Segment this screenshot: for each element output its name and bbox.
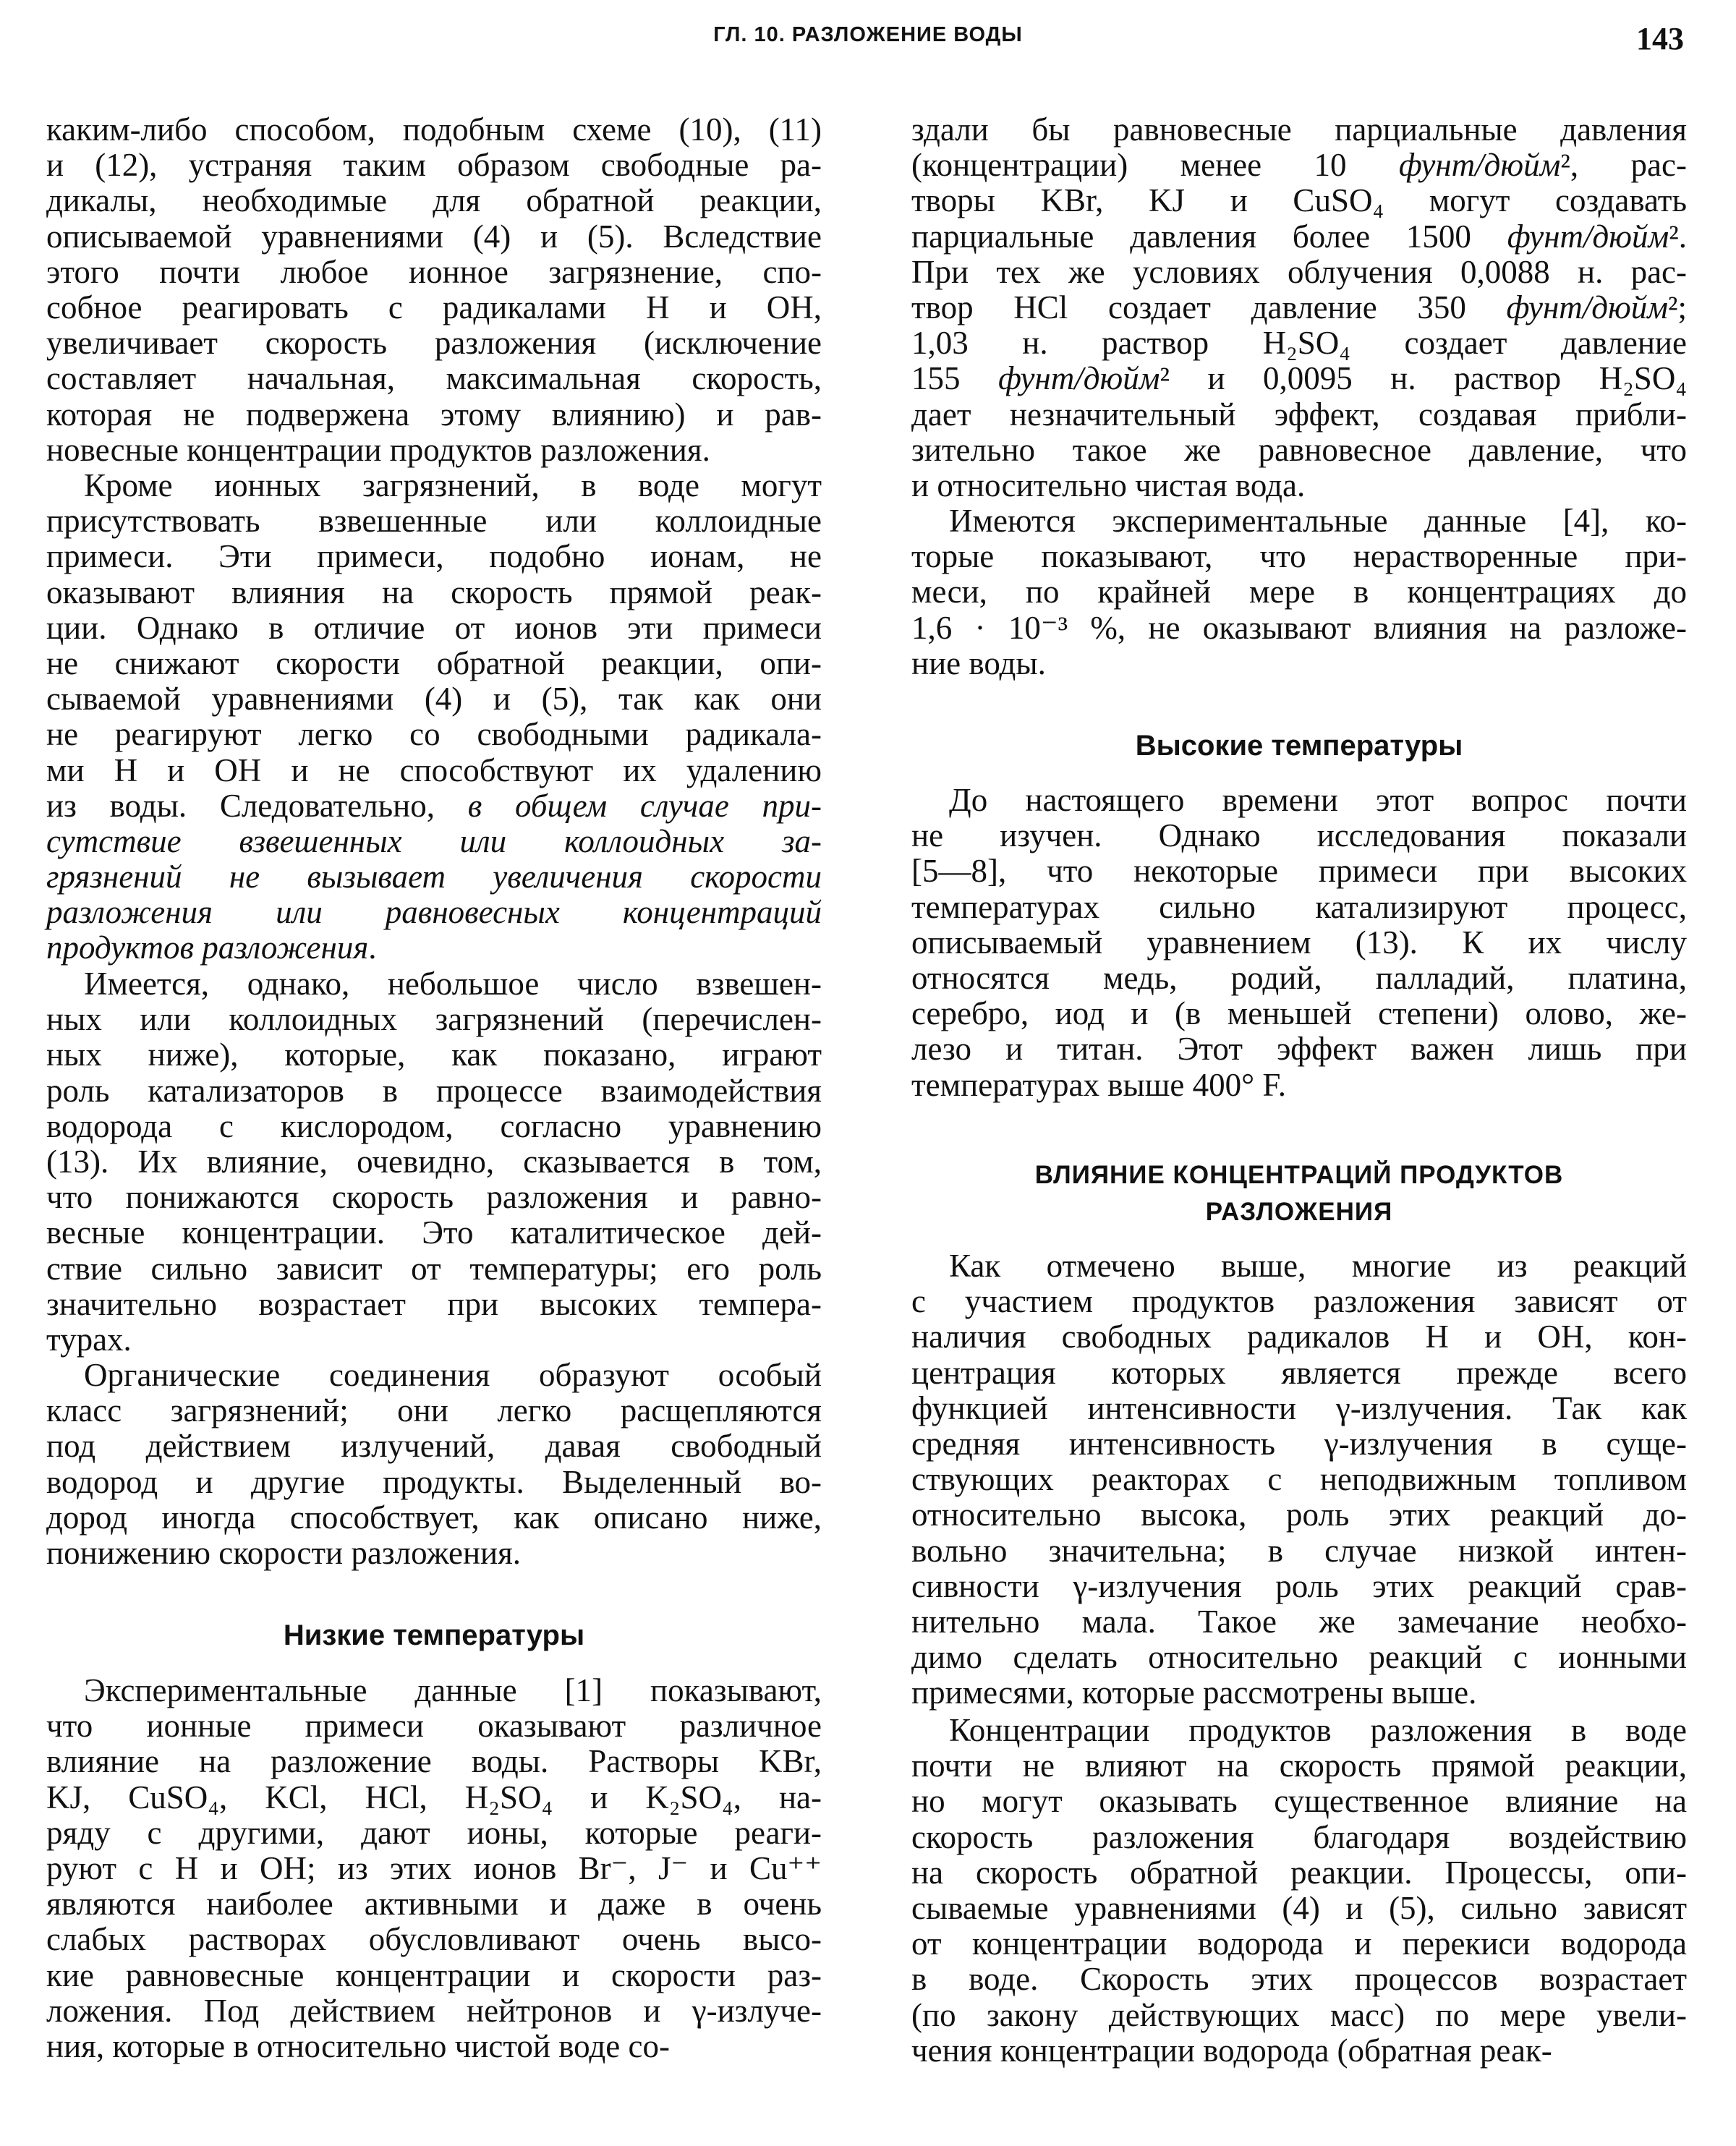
text-segment: ряду с другими, дают ионы, которые реаги- <box>46 1814 822 1851</box>
text-line <box>911 1031 1687 1067</box>
text-line <box>911 1713 1687 1748</box>
text-segment: Органические соединения образуют особый <box>84 1357 822 1393</box>
text-segment: (по закону действующих масс) по мере увели- <box>911 1996 1687 2033</box>
text-line <box>46 1618 822 1653</box>
italic-text: фунт/дюйм <box>1507 218 1669 255</box>
text-segment: относительно высока, роль этих реакций до- <box>911 1496 1687 1533</box>
text-segment: водорода с кислородом, согласно уравнению <box>46 1107 822 1144</box>
text-line <box>46 1465 822 1500</box>
text-segment: ных или коллоидных загрязнений (перечислен- <box>46 1001 822 1038</box>
text-segment: и относительно чистая вода. <box>911 467 1306 503</box>
text-segment: димо сделать относительно реакций с ионными <box>911 1639 1687 1676</box>
paragraph <box>46 1358 822 1571</box>
text-segment: наличия свободных радикалов Н и ОН, кон- <box>911 1319 1687 1355</box>
text-line <box>911 853 1687 889</box>
text-line <box>46 1673 822 1708</box>
text-line <box>911 468 1687 503</box>
text-line <box>911 503 1687 539</box>
paragraph <box>46 112 822 468</box>
text-line <box>911 1675 1687 1711</box>
text-segment: дород иногда способствует, как описано ниже, <box>46 1499 822 1536</box>
text-segment: ВЛИЯНИЕ КОНЦЕНТРАЦИЙ ПРОДУКТОВ <box>1034 1161 1564 1189</box>
paragraph <box>911 503 1687 681</box>
text-segment: Кроме ионных загрязнений, в воде могут <box>84 467 822 503</box>
text-line <box>911 2033 1687 2069</box>
text-line <box>46 1251 822 1287</box>
text-line <box>46 1215 822 1251</box>
text-segment: сываемой уравнениями (4) и (5), так как они <box>46 681 822 718</box>
text-segment: температурах сильно катализируют процесс, <box>911 888 1687 925</box>
text-line <box>911 1855 1687 1891</box>
text-line <box>46 468 822 503</box>
text-segment: скорость разложения благодаря воздействию <box>911 1818 1687 1855</box>
text-line <box>911 1497 1687 1533</box>
text-line <box>46 1144 822 1180</box>
text-segment: Концентрации продуктов разложения в воде <box>949 1712 1687 1748</box>
text-segment: средняя интенсивность γ-излучения в суще- <box>911 1425 1687 1462</box>
text-line <box>46 859 822 895</box>
text-line <box>46 325 822 361</box>
text-line <box>911 961 1687 996</box>
text-segment: 1,6 · 10⁻³ %, не оказывают влияния на разложе- <box>911 609 1687 646</box>
text-line <box>46 646 822 681</box>
text-line <box>46 503 822 539</box>
text-segment: (13). Их влияние, очевидно, сказывается в том, <box>46 1143 822 1180</box>
text-line <box>911 574 1687 610</box>
text-line <box>46 1993 822 2029</box>
text-line <box>46 1073 822 1109</box>
text-segment: в воде. Скорость этих процессов возрастает <box>911 1961 1687 1998</box>
text-line <box>911 325 1687 361</box>
text-segment: новесные концентрации продуктов разложения. <box>46 431 710 468</box>
text-segment: твор HCl создает давление 350 <box>911 289 1507 325</box>
text-line <box>911 925 1687 961</box>
text-segment: не реагируют легко со свободными радикала- <box>46 716 822 753</box>
text-line <box>46 255 822 290</box>
italic-text: фунт/дюйм <box>1506 289 1668 325</box>
text-line <box>911 219 1687 255</box>
text-line <box>46 1536 822 1571</box>
text-line <box>911 1604 1687 1640</box>
text-line <box>911 1784 1687 1819</box>
paragraph <box>911 783 1687 1103</box>
text-segment: ², рас- <box>1560 147 1687 184</box>
text-segment: меси, по крайней мере в концентрациях до <box>911 574 1687 610</box>
text-line <box>46 788 822 824</box>
text-segment: на скорость обратной реакции. Процессы, опи- <box>911 1854 1687 1891</box>
text-segment: дикалы, необходимые для обратной реакции, <box>46 182 822 219</box>
text-segment: примеси. Эти примеси, подобно ионам, не <box>46 538 822 575</box>
text-segment: 1,03 н. раствор H₂SO₄ создает давление <box>911 325 1687 362</box>
text-line <box>46 1744 822 1779</box>
text-line <box>911 112 1687 148</box>
text-line <box>46 1780 822 1815</box>
text-line <box>911 1284 1687 1319</box>
paragraph <box>911 112 1687 503</box>
text-line <box>911 1820 1687 1855</box>
text-segment: Низкие температуры <box>283 1619 585 1651</box>
text-segment: значительно возрастает при высоких темпера- <box>46 1285 822 1322</box>
text-line <box>911 1193 1687 1230</box>
text-line <box>911 1068 1687 1103</box>
text-line <box>46 1322 822 1358</box>
paragraph <box>46 1673 822 2064</box>
text-segment: 155 <box>911 360 998 397</box>
text-segment: класс загрязнений; они легко расщепляются <box>46 1392 822 1429</box>
text-segment: присутствовать взвешенные или коллоидные <box>46 503 822 540</box>
text-segment: Как отмечено выше, многие из реакций <box>949 1248 1687 1284</box>
text-line <box>46 2029 822 2064</box>
text-line <box>911 1533 1687 1569</box>
text-segment: творы KBr, KJ и CuSO₄ могут создавать <box>911 182 1687 219</box>
text-segment: не снижают скорости обратной реакции, опи- <box>46 644 822 681</box>
text-segment: относятся медь, родий, палладий, платина, <box>911 959 1687 996</box>
text-line <box>911 1248 1687 1284</box>
text-line <box>46 183 822 218</box>
text-line <box>46 361 822 396</box>
text-line <box>46 539 822 574</box>
text-line <box>911 1355 1687 1391</box>
text-segment: влияние на разложение воды. Растворы KBr, <box>46 1743 822 1780</box>
text-segment: весные концентрации. Это каталитическое дей- <box>46 1214 822 1251</box>
text-segment: турах. <box>46 1321 132 1358</box>
text-segment: ствие сильно зависит от температуры; его роль <box>46 1250 822 1287</box>
text-segment: До настоящего времени этот вопрос почти <box>949 782 1687 818</box>
text-line <box>46 1815 822 1851</box>
text-segment: Экспериментальные данные [1] показывают, <box>84 1672 822 1708</box>
text-segment: ми Н и ОН и не способствуют их удалению <box>46 751 822 788</box>
text-line <box>911 1462 1687 1497</box>
text-line <box>911 1640 1687 1675</box>
text-line <box>911 1962 1687 1997</box>
text-segment: роль катализаторов в процессе взаимодействия <box>46 1072 822 1109</box>
text-segment: руют с Н и ОН; из этих ионов Br⁻, J⁻ и Cu⁺⁺ <box>46 1849 822 1886</box>
text-segment: парциальные давления более 1500 <box>911 218 1507 255</box>
text-line <box>46 1109 822 1144</box>
paragraph <box>46 966 822 1358</box>
text-line <box>46 610 822 646</box>
text-segment: здали бы равновесные парциальные давления <box>911 111 1687 148</box>
text-line <box>46 824 822 859</box>
text-segment: ². <box>1669 218 1687 255</box>
text-line <box>46 753 822 788</box>
text-segment: описываемой уравнениями (4) и (5). Вследствие <box>46 218 822 255</box>
text-segment: KJ, CuSO₄, KCl, HCl, H₂SO₄ и K₂SO₄, на- <box>46 1779 822 1815</box>
text-line <box>46 717 822 752</box>
text-segment: дает незначительный эффект, создавая прибли- <box>911 396 1687 433</box>
text-line <box>911 290 1687 325</box>
text-segment: ние воды. <box>911 644 1046 681</box>
text-line <box>46 397 822 433</box>
page-number: 143 <box>1636 21 1684 56</box>
text-line <box>46 1287 822 1322</box>
text-segment: зительно такое же равновесное давление, что <box>911 431 1687 468</box>
text-segment: почти не влияют на скорость прямой реакции, <box>911 1747 1687 1784</box>
text-segment: но могут оказывать существенное влияние на <box>911 1783 1687 1820</box>
text-line <box>911 1891 1687 1926</box>
text-line <box>911 890 1687 925</box>
text-segment: чения концентрации водорода (обратная реак- <box>911 2032 1552 2069</box>
text-segment: из воды. Следовательно, <box>46 787 468 824</box>
text-line <box>46 895 822 930</box>
text-segment: торые показывают, что нерастворенные при- <box>911 538 1687 575</box>
text-segment: которая не подвержена этому влиянию) и рав- <box>46 396 822 433</box>
text-line <box>911 646 1687 681</box>
text-segment: Имеется, однако, небольшое число взвешен- <box>84 966 822 1002</box>
text-segment: [5—8], что некоторые примеси при высоких <box>911 853 1687 890</box>
text-line <box>911 1157 1687 1193</box>
text-segment: ции. Однако в отличие от ионов эти примеси <box>46 609 822 646</box>
text-line <box>46 1037 822 1073</box>
right-column <box>911 0 1687 2146</box>
text-segment: с участием продуктов разложения зависят от <box>911 1283 1687 1320</box>
text-line <box>46 290 822 325</box>
text-segment: Имеются экспериментальные данные [4], ко- <box>949 503 1687 539</box>
text-line <box>46 681 822 717</box>
text-line <box>46 930 822 966</box>
left-column <box>46 0 822 2146</box>
italic-text: в общем случае при- <box>467 787 822 824</box>
section-heading <box>46 1618 822 1653</box>
text-segment: Высокие температуры <box>1135 730 1463 762</box>
text-line <box>46 219 822 255</box>
text-segment: . <box>368 929 377 966</box>
text-line <box>46 575 822 610</box>
text-line <box>911 183 1687 218</box>
text-line <box>911 148 1687 183</box>
text-segment: под действием излучений, давая свободный <box>46 1428 822 1465</box>
text-line <box>46 1922 822 1957</box>
text-segment: являются наиболее активными и даже в очень <box>46 1886 822 1923</box>
text-line <box>46 433 822 468</box>
section-heading <box>911 1157 1687 1230</box>
text-line <box>911 818 1687 853</box>
text-line <box>911 783 1687 818</box>
text-segment: функцией интенсивности γ-излучения. Так как <box>911 1389 1687 1426</box>
text-segment: собное реагировать с радикалами Н и ОН, <box>46 289 822 325</box>
section-heading <box>911 728 1687 764</box>
text-segment: ² и 0,0095 н. раствор H₂SO₄ <box>1160 360 1688 397</box>
text-line <box>911 728 1687 764</box>
text-line <box>911 1391 1687 1426</box>
text-segment: от концентрации водорода и перекиси водорода <box>911 1925 1687 1962</box>
text-line <box>46 1002 822 1037</box>
italic-text: фунт/дюйм <box>1398 147 1561 184</box>
text-segment: оказывают влияния на скорость прямой реак- <box>46 574 822 610</box>
text-segment: понижению скорости разложения. <box>46 1534 522 1571</box>
text-line <box>911 1748 1687 1784</box>
text-segment: ложения. Под действием нейтронов и γ-излуче- <box>46 1992 822 2029</box>
paragraph <box>911 1713 1687 2069</box>
text-line <box>911 996 1687 1031</box>
text-segment: этого почти любое ионное загрязнение, спо- <box>46 253 822 290</box>
text-segment: слабых растворах обусловливают очень высо- <box>46 1921 822 1958</box>
text-segment: каким-либо способом, подобным схеме (10), (11) <box>46 111 822 148</box>
text-line <box>46 112 822 148</box>
text-segment: водород и другие продукты. Выделенный во- <box>46 1463 822 1500</box>
text-line <box>46 1958 822 1993</box>
text-segment: составляет начальная, максимальная скорость, <box>46 360 822 397</box>
text-line <box>911 1998 1687 2033</box>
text-line <box>46 148 822 183</box>
text-line <box>46 1708 822 1744</box>
text-segment: ствующих реакторах с неподвижным топливом <box>911 1461 1687 1498</box>
text-segment: температурах выше 400° F. <box>911 1066 1287 1103</box>
text-segment: и (12), устраняя таким образом свободные ра- <box>46 147 822 184</box>
running-head: ГЛ. 10. РАЗЛОЖЕНИЕ ВОДЫ <box>713 23 1023 46</box>
text-line <box>911 1319 1687 1355</box>
text-segment: При тех же условиях облучения 0,0088 н. рас- <box>911 253 1687 290</box>
text-line <box>911 397 1687 433</box>
text-segment: что ионные примеси оказывают различное <box>46 1708 822 1745</box>
text-segment: ных ниже), которые, как показано, играют <box>46 1036 822 1073</box>
text-segment: описываемый уравнением (13). К их числу <box>911 924 1687 961</box>
text-line <box>911 539 1687 574</box>
text-segment: РАЗЛОЖЕНИЯ <box>1205 1198 1393 1226</box>
text-segment: ²; <box>1668 289 1687 325</box>
text-line <box>911 1426 1687 1462</box>
text-segment: лезо и титан. Этот эффект важен лишь при <box>911 1031 1687 1068</box>
text-segment: нительно мала. Такое же замечание необхо- <box>911 1603 1687 1640</box>
text-segment: вольно значительна; в случае низкой интен- <box>911 1532 1687 1569</box>
text-line <box>911 361 1687 396</box>
italic-text: фунт/дюйм <box>998 360 1160 397</box>
text-segment: центрация которых является прежде всего <box>911 1354 1687 1391</box>
text-segment: серебро, иод и (в меньшей степени) олово, же- <box>911 995 1687 1032</box>
text-line <box>46 1358 822 1393</box>
text-line <box>46 1428 822 1464</box>
italic-text: разложения или равновесных концентраций <box>46 894 822 931</box>
text-segment: сываемые уравнениями (4) и (5), сильно зависят <box>911 1889 1687 1926</box>
text-line <box>46 1886 822 1922</box>
text-segment: кие равновесные концентрации и скорости раз- <box>46 1956 822 1993</box>
paragraph <box>911 1248 1687 1711</box>
text-line <box>911 1926 1687 1962</box>
text-segment: ния, которые в относительно чистой воде со- <box>46 2027 670 2064</box>
italic-text: сутствие взвешенных или коллоидных за- <box>46 822 822 859</box>
text-line <box>46 1500 822 1536</box>
text-segment: что понижаются скорость разложения и равно- <box>46 1179 822 1216</box>
italic-text: грязнений не вызывает увеличения скорости <box>46 859 822 895</box>
text-segment: сивности γ-излучения роль этих реакций срав- <box>911 1567 1687 1604</box>
text-line <box>911 255 1687 290</box>
text-line <box>46 1180 822 1215</box>
text-line <box>911 433 1687 468</box>
text-segment: (концентрации) менее 10 <box>911 147 1399 184</box>
text-line <box>46 966 822 1002</box>
text-segment: увеличивает скорость разложения (исключение <box>46 325 822 362</box>
text-line <box>911 1569 1687 1604</box>
text-line <box>46 1393 822 1428</box>
italic-text: продуктов разложения <box>46 929 369 966</box>
text-line <box>46 1851 822 1886</box>
text-segment: примесями, которые рассмотрены выше. <box>911 1674 1477 1711</box>
text-line <box>911 610 1687 646</box>
text-segment: не изучен. Однако исследования показали <box>911 817 1687 854</box>
paragraph <box>46 468 822 966</box>
